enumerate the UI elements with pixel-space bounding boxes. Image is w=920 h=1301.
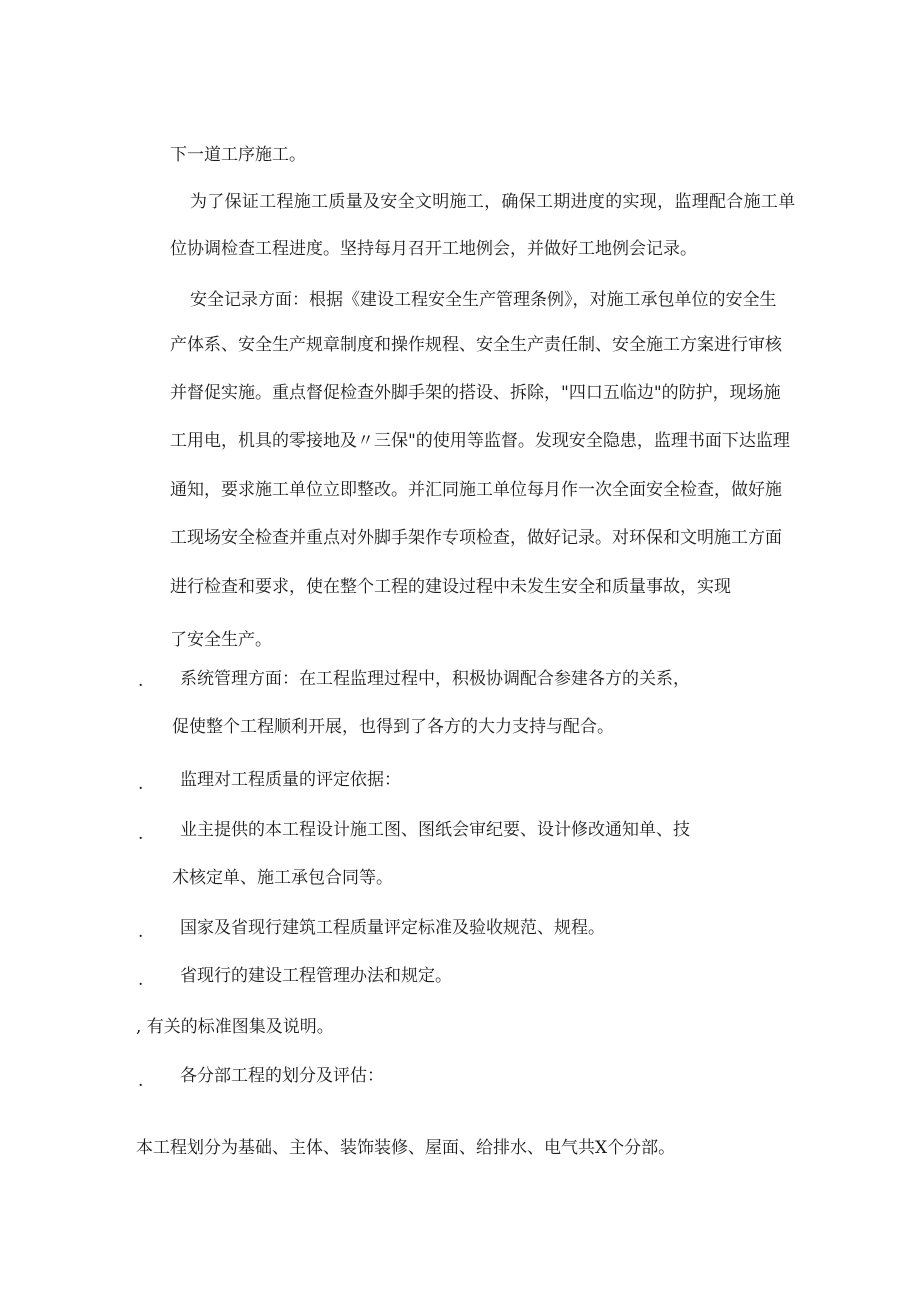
list-item: 各分部工程的划分及评估： xyxy=(180,1066,384,1086)
list-item: 监理对工程质量的评定依据： xyxy=(180,770,401,790)
list-item-continuation: 术核定单、施工承包合同等。 xyxy=(172,868,393,888)
list-item: 省现行的建设工程管理办法和规定。 xyxy=(180,966,452,986)
list-item: 国家及省现行建筑工程质量评定标准及验收规范、规程。 xyxy=(180,918,605,938)
list-item: 业主提供的本工程设计施工图、图纸会审纪要、设计修改通知单、技 xyxy=(180,820,690,840)
bullet-dot: . xyxy=(138,824,144,844)
paragraph-line: 进行检查和要求，使在整个工程的建设过程中未发生安全和质量事故，实现 xyxy=(170,577,731,597)
paragraph-line: 工现场安全检查并重点对外脚手架作专项检查，做好记录。对环保和文明施工方面 xyxy=(170,528,782,548)
bullet-dot: . xyxy=(138,970,144,990)
bullet-dot: . xyxy=(138,774,144,794)
paragraph-line: 产体系、安全生产规章制度和操作规程、安全生产责任制、安全施工方案进行审核 xyxy=(170,335,782,355)
paragraph-line: 并督促实施。重点督促检查外脚手架的搭设、拆除，"四口五临边"的防护，现场施 xyxy=(170,383,781,403)
bullet-dot: . xyxy=(138,1071,144,1091)
paragraph-line: 安全记录方面：根据《建设工程安全生产管理条例》，对施工承包单位的安全生 xyxy=(190,290,777,310)
paragraph-line: 本工程划分为基础、主体、装饰装修、屋面、给排水、电气共X个分部。 xyxy=(136,1138,676,1158)
paragraph-line: 位协调检查工程进度。坚持每月召开工地例会，并做好工地例会记录。 xyxy=(170,239,697,259)
paragraph-line: 下一道工序施工。 xyxy=(170,145,306,165)
list-item: , 有关的标准图集及说明。 xyxy=(136,1017,334,1037)
list-item: 系统管理方面：在工程监理过程中，积极协调配合参建各方的关系， xyxy=(180,669,690,689)
paragraph-line: 为了保证工程施工质量及安全文明施工，确保工期进度的实现，监理配合施工单 xyxy=(190,192,796,212)
bullet-dot: . xyxy=(138,671,144,691)
paragraph-line: 工用电，机具的零接地及〃三保"的使用等监督。发现安全隐患，监理书面下达监理 xyxy=(170,431,790,451)
paragraph-line: 通知，要求施工单位立即整改。并汇同施工单位每月作一次全面安全检查，做好施 xyxy=(170,480,782,500)
bullet-dot: . xyxy=(138,922,144,942)
paragraph-line: 了安全生产。 xyxy=(170,630,272,650)
list-item-continuation: 促使整个工程顺利开展，也得到了各方的大力支持与配合。 xyxy=(172,717,614,737)
